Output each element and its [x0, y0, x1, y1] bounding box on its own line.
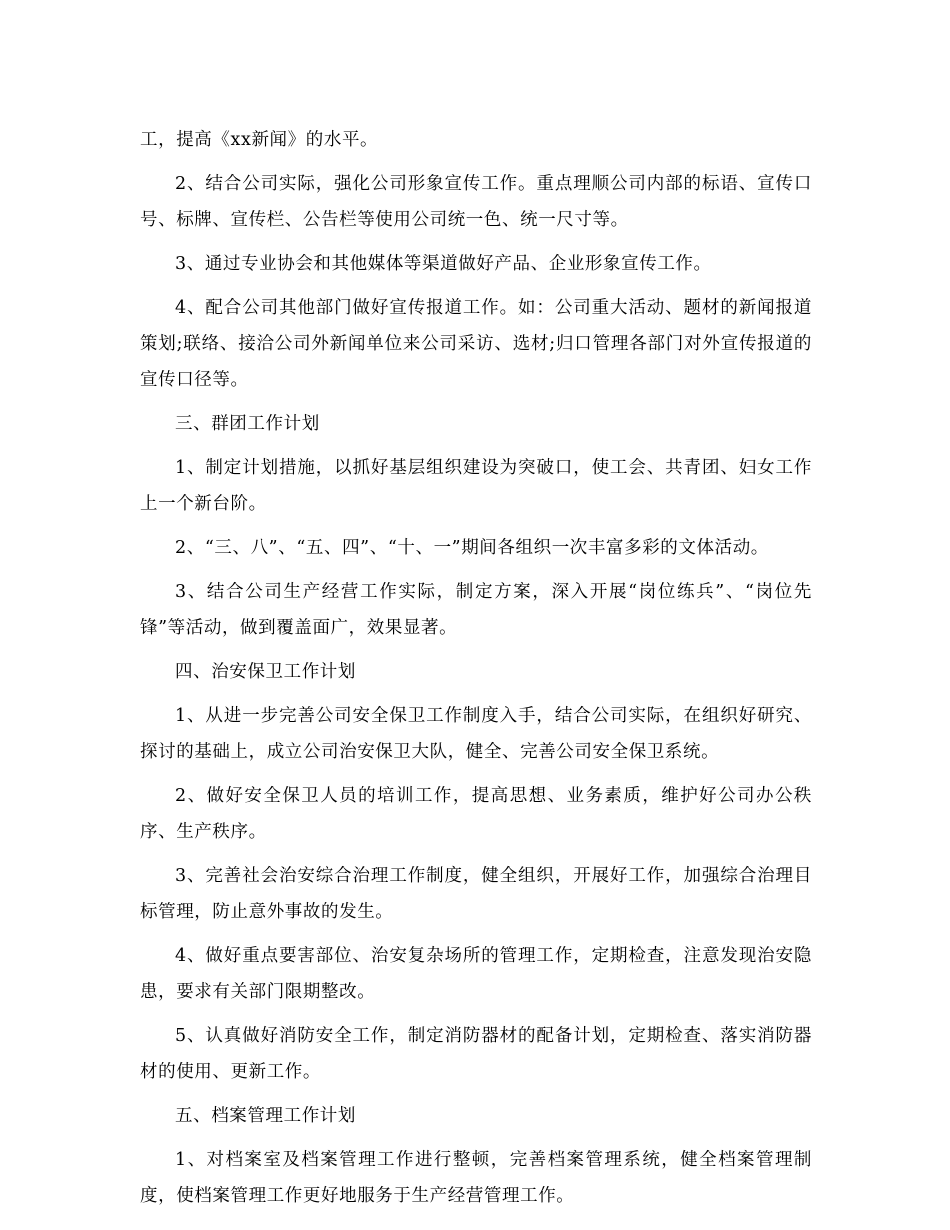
paragraph-item-3-media: 3、通过专业协会和其他媒体等渠道做好产品、企业形象宣传工作。	[175, 254, 712, 274]
document-body	[140, 122, 812, 1222]
paragraph-security-item-3: 3、完善社会治安综合治理工作制度，健全组织，开展好工作，加强综合治理目标管理，防止意外事故的发生。	[140, 866, 812, 922]
paragraph-security-item-5: 5、认真做好消防安全工作，制定消防器材的配备计划，定期检查、落实消防器材的使用、更新工作。	[140, 1026, 812, 1082]
section-heading-group-work: 三、群团工作计划	[175, 414, 320, 434]
paragraph-group-item-1: 1、制定计划措施，以抓好基层组织建设为突破口，使工会、共青团、妇女工作上一个新台阶。	[140, 458, 812, 514]
paragraph-group-item-3: 3、结合公司生产经营工作实际，制定方案，深入开展“岗位练兵”、“岗位先锋”等活动，做到覆盖面广，效果显著。	[140, 582, 812, 638]
paragraph-security-item-1: 1、从进一步完善公司安全保卫工作制度入手，结合公司实际，在组织好研究、探讨的基础上，成立公司治安保卫大队，健全、完善公司安全保卫系统。	[140, 706, 812, 762]
section-heading-security: 四、治安保卫工作计划	[175, 662, 356, 682]
section-heading-archives: 五、档案管理工作计划	[175, 1106, 356, 1126]
paragraph-item-4-reporting: 4、配合公司其他部门做好宣传报道工作。如：公司重大活动、题材的新闻报道策划;联络、接洽公司外新闻单位来公司采访、选材;归口管理各部门对外宣传报道的宣传口径等。	[140, 298, 812, 390]
paragraph-group-item-2: 2、“三、八”、“五、四”、“十、一”期间各组织一次丰富多彩的文体活动。	[175, 538, 769, 558]
paragraph-continuation: 工，提高《xx新闻》的水平。	[140, 130, 379, 150]
paragraph-item-2-image: 2、结合公司实际，强化公司形象宣传工作。重点理顺公司内部的标语、宣传口号、标牌、宣传栏、公告栏等使用公司统一色、统一尺寸等。	[140, 174, 812, 230]
paragraph-security-item-2: 2、做好安全保卫人员的培训工作，提高思想、业务素质，维护好公司办公秩序、生产秩序。	[140, 786, 812, 842]
paragraph-security-item-4: 4、做好重点要害部位、治安复杂场所的管理工作，定期检查，注意发现治安隐患，要求有关部门限期整改。	[140, 946, 812, 1002]
paragraph-archives-item-1: 1、对档案室及档案管理工作进行整顿，完善档案管理系统，健全档案管理制度，使档案管理工作更好地服务于生产经营管理工作。	[140, 1150, 812, 1206]
